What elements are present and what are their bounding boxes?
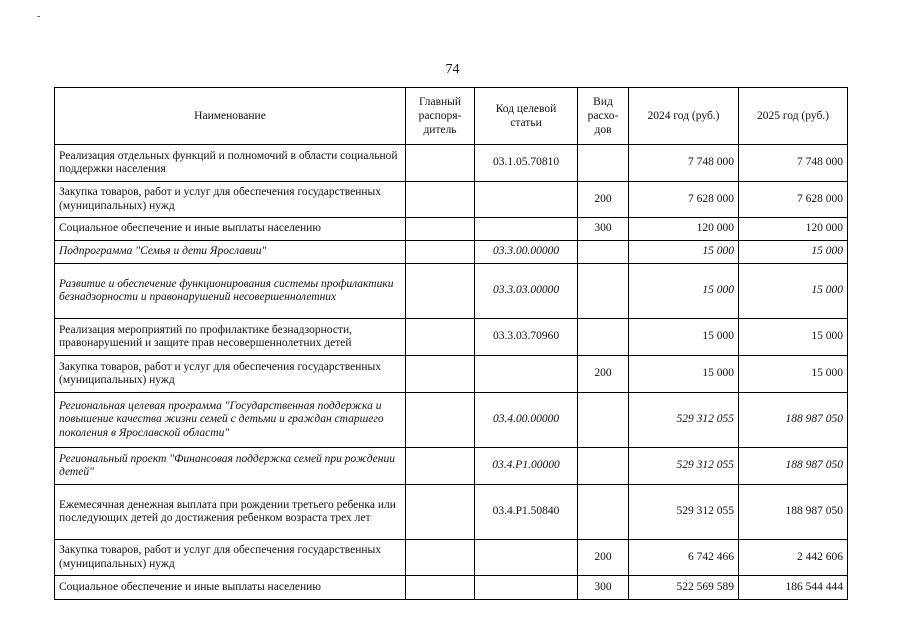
cell-type: 300 — [578, 576, 629, 600]
cell-2025: 186 544 444 — [739, 576, 848, 600]
table-row — [55, 485, 848, 540]
cell-code: 03.1.05.70810 — [475, 145, 578, 182]
cell-type — [578, 319, 629, 356]
cell-code: 03.3.03.70960 — [475, 319, 578, 356]
header-2025: 2025 год (руб.) — [739, 88, 848, 145]
cell-type — [578, 145, 629, 182]
cell-2024: 15 000 — [629, 264, 739, 319]
cell-admin — [406, 218, 475, 241]
table-row — [55, 264, 848, 319]
cell-type — [578, 241, 629, 264]
cell-name: Региональная целевая программа "Государственная поддержка и повышение качества жизни семей с детьми и граждан старшего поколения в Ярославской области" — [55, 393, 406, 448]
cell-2024: 15 000 — [629, 319, 739, 356]
cell-admin — [406, 145, 475, 182]
cell-name: Закупка товаров, работ и услуг для обеспечения государственных (муниципальных) нужд — [55, 540, 406, 576]
cell-2025: 188 987 050 — [739, 448, 848, 485]
cell-type: 200 — [578, 182, 629, 218]
cell-admin — [406, 540, 475, 576]
cell-2024: 529 312 055 — [629, 393, 739, 448]
cell-type — [578, 393, 629, 448]
table-row — [55, 540, 848, 576]
cell-name: Социальное обеспечение и иные выплаты населению — [55, 576, 406, 600]
table-row — [55, 393, 848, 448]
header-name: Наименование — [55, 88, 406, 145]
cell-2024: 120 000 — [629, 218, 739, 241]
cell-2025: 7 748 000 — [739, 145, 848, 182]
cell-code: 03.3.03.00000 — [475, 264, 578, 319]
cell-admin — [406, 393, 475, 448]
cell-2025: 2 442 606 — [739, 540, 848, 576]
cell-name: Закупка товаров, работ и услуг для обеспечения государственных (муниципальных) нужд — [55, 182, 406, 218]
budget-table — [54, 87, 848, 600]
cell-code — [475, 182, 578, 218]
cell-admin — [406, 576, 475, 600]
cell-name: Реализация отдельных функций и полномочий в области социальной поддержки населения — [55, 145, 406, 182]
header-2024: 2024 год (руб.) — [629, 88, 739, 145]
header-admin: Главный распоря-дитель — [406, 88, 475, 145]
page-number: 74 — [445, 62, 460, 77]
cell-type: 200 — [578, 540, 629, 576]
cell-code — [475, 540, 578, 576]
cell-admin — [406, 319, 475, 356]
cell-type — [578, 264, 629, 319]
cell-admin — [406, 264, 475, 319]
table-header-row — [55, 88, 848, 145]
table-row — [55, 241, 848, 264]
cell-code: 03.3.00.00000 — [475, 241, 578, 264]
table-row — [55, 576, 848, 600]
cell-2025: 15 000 — [739, 319, 848, 356]
cell-2025: 7 628 000 — [739, 182, 848, 218]
cell-type: 200 — [578, 356, 629, 393]
cell-name: Развитие и обеспечение функционирования системы профилактики безнадзорности и правонарушений несовершеннолетних — [55, 264, 406, 319]
cell-name: Закупка товаров, работ и услуг для обеспечения государственных (муниципальных) нужд — [55, 356, 406, 393]
table-row — [55, 319, 848, 356]
cell-2024: 15 000 — [629, 241, 739, 264]
cell-2024: 522 569 589 — [629, 576, 739, 600]
cell-type: 300 — [578, 218, 629, 241]
table-row — [55, 182, 848, 218]
cell-2025: 15 000 — [739, 264, 848, 319]
cell-2025: 188 987 050 — [739, 485, 848, 540]
cell-name: Социальное обеспечение и иные выплаты населению — [55, 218, 406, 241]
cell-2025: 188 987 050 — [739, 393, 848, 448]
cell-2024: 7 628 000 — [629, 182, 739, 218]
header-code: Код целевой статьи — [475, 88, 578, 145]
cell-admin — [406, 485, 475, 540]
cell-2025: 120 000 — [739, 218, 848, 241]
cell-2025: 15 000 — [739, 356, 848, 393]
cell-2025: 15 000 — [739, 241, 848, 264]
cell-2024: 15 000 — [629, 356, 739, 393]
cell-name: Ежемесячная денежная выплата при рождении третьего ребенка или последующих детей до достижения ребенком возраста трех лет — [55, 485, 406, 540]
cell-code: 03.4.Р1.50840 — [475, 485, 578, 540]
table-row — [55, 448, 848, 485]
table-row — [55, 356, 848, 393]
cell-code: 03.4.Р1.00000 — [475, 448, 578, 485]
corner-mark: - — [37, 11, 41, 22]
cell-admin — [406, 356, 475, 393]
cell-2024: 7 748 000 — [629, 145, 739, 182]
cell-code: 03.4.00.00000 — [475, 393, 578, 448]
cell-name: Региональный проект "Финансовая поддержка семей при рождении детей" — [55, 448, 406, 485]
cell-name: Подпрограмма "Семья и дети Ярославии" — [55, 241, 406, 264]
table-row — [55, 218, 848, 241]
table-row — [55, 145, 848, 182]
cell-code — [475, 356, 578, 393]
cell-code — [475, 218, 578, 241]
cell-type — [578, 448, 629, 485]
cell-2024: 529 312 055 — [629, 485, 739, 540]
header-type: Вид расхо-дов — [578, 88, 629, 145]
cell-name: Реализация мероприятий по профилактике безнадзорности, правонарушений и защите прав несовершеннолетних детей — [55, 319, 406, 356]
cell-type — [578, 485, 629, 540]
cell-2024: 6 742 466 — [629, 540, 739, 576]
cell-admin — [406, 182, 475, 218]
cell-2024: 529 312 055 — [629, 448, 739, 485]
cell-admin — [406, 448, 475, 485]
cell-admin — [406, 241, 475, 264]
cell-code — [475, 576, 578, 600]
